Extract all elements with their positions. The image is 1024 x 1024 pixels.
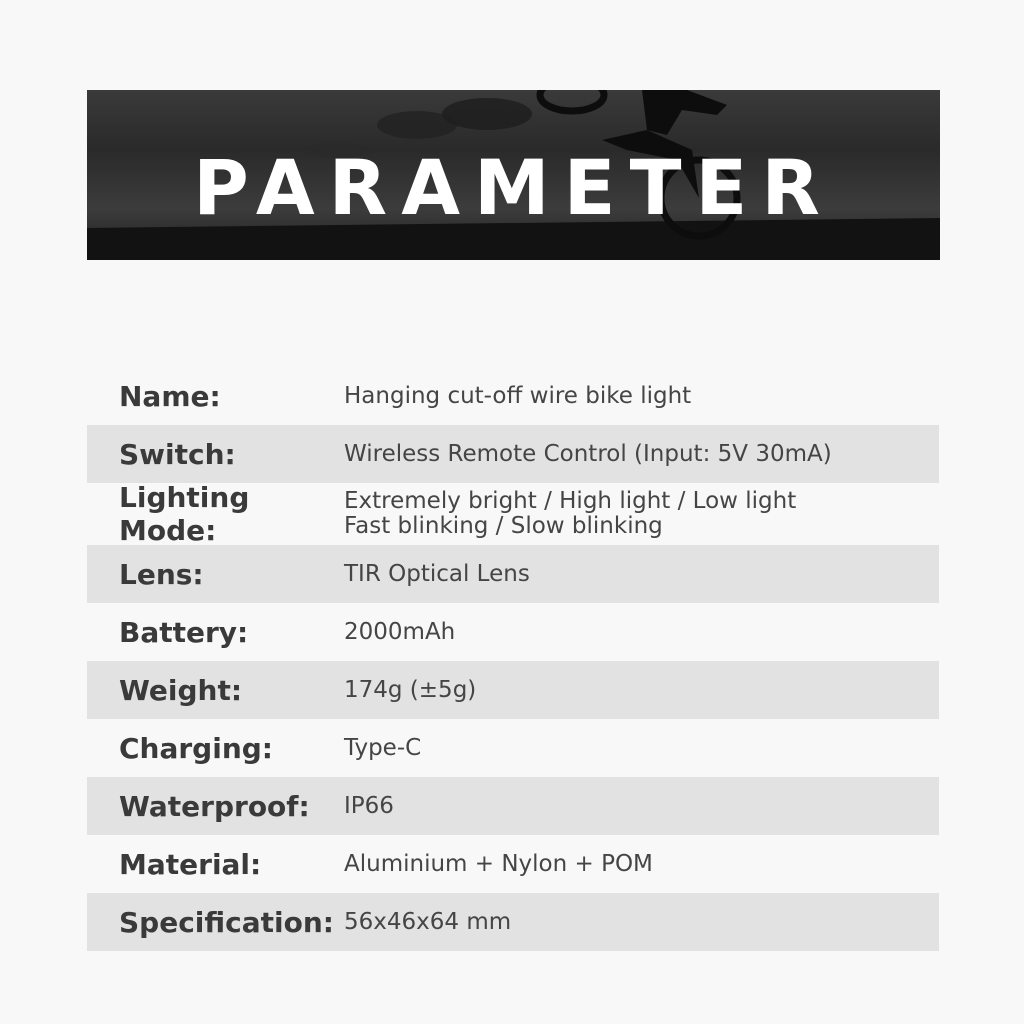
- parameter-label: Weight:: [119, 673, 243, 707]
- value-line: 2000mAh: [344, 618, 456, 645]
- value-line: Type-C: [344, 734, 422, 761]
- value-line: Extremely bright / High light / Low light: [344, 488, 797, 514]
- parameter-label: Material:: [119, 847, 262, 881]
- parameter-banner: [87, 90, 940, 260]
- parameter-row-waterproof: [87, 777, 939, 835]
- parameter-row-lighting-mode: [87, 483, 939, 545]
- banner-title: PARAMETER: [193, 143, 834, 232]
- parameter-value: [344, 852, 939, 877]
- parameter-value: [344, 489, 939, 539]
- parameter-label: Battery:: [119, 615, 249, 649]
- value-line: Aluminium + Nylon + POM: [344, 850, 653, 877]
- parameter-label: Charging:: [119, 731, 273, 765]
- parameter-row-name: [87, 367, 939, 425]
- parameter-value: [344, 678, 939, 703]
- parameter-row-battery: [87, 603, 939, 661]
- parameter-row-switch: [87, 425, 939, 483]
- value-line: TIR Optical Lens: [344, 560, 530, 587]
- parameter-row-weight: [87, 661, 939, 719]
- parameter-label: Lighting Mode:: [119, 481, 250, 547]
- value-line: IP66: [344, 792, 394, 819]
- parameter-label: Specification:: [119, 905, 334, 939]
- parameter-row-material: [87, 835, 939, 893]
- parameter-label: Switch:: [119, 437, 236, 471]
- value-line: Hanging cut-off wire bike light: [344, 382, 692, 409]
- parameter-value: [344, 442, 939, 467]
- parameter-value: [344, 910, 939, 935]
- parameter-value: [344, 562, 939, 587]
- parameter-value: [344, 384, 939, 409]
- parameter-row-lens: [87, 545, 939, 603]
- parameter-value: [344, 620, 939, 645]
- parameter-label: Lens:: [119, 557, 204, 591]
- parameter-label: Waterproof:: [119, 789, 310, 823]
- parameter-value: [344, 736, 939, 761]
- value-line: Wireless Remote Control (Input: 5V 30mA): [344, 440, 832, 467]
- parameter-row-specification: [87, 893, 939, 951]
- value-line: Fast blinking / Slow blinking: [344, 513, 663, 539]
- parameter-label: Name:: [119, 379, 221, 413]
- value-line: 56x46x64 mm: [344, 908, 512, 935]
- parameter-table: [87, 367, 939, 951]
- value-line: 174g (±5g): [344, 676, 477, 703]
- parameter-row-charging: [87, 719, 939, 777]
- parameter-value: [344, 794, 939, 819]
